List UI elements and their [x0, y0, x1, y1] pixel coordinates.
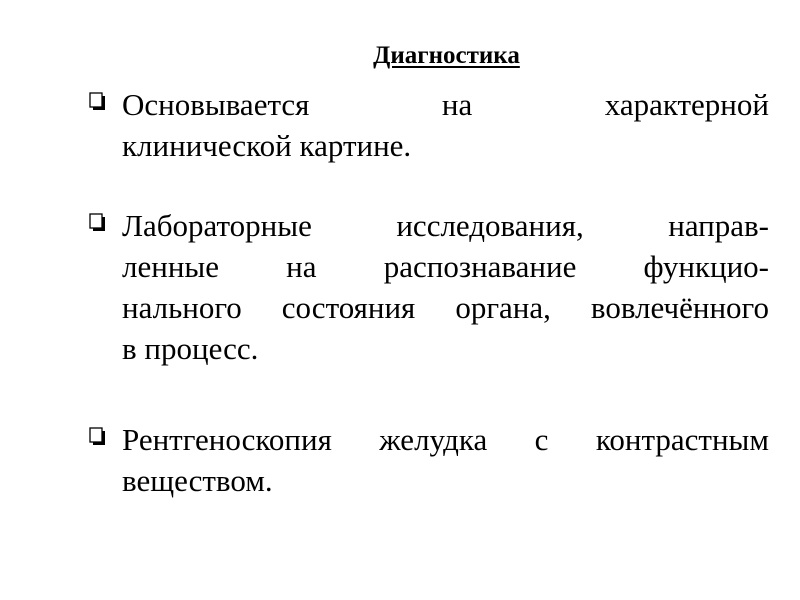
bullet-text-line: клинической картине. [122, 128, 412, 163]
bullet-item [89, 84, 769, 166]
bullet-text-line: нального состояния органа, вовлечённого [122, 290, 769, 325]
bullet-text-line: Основывается на характерной [122, 87, 769, 122]
checkbox-bullet-icon [89, 426, 106, 446]
checkbox-bullet-icon [89, 212, 106, 232]
bullet-item [89, 419, 769, 501]
bullet-text-line: ленные на распознавание функцио- [122, 249, 769, 284]
bullet-item [89, 205, 769, 369]
bullet-text-line: в процесс. [122, 331, 259, 366]
bullet-text-line: Лабораторные исследования, направ- [122, 208, 769, 243]
checkbox-bullet-icon [89, 91, 106, 111]
bullet-text-line: Рентгеноскопия желудка с контрастным [122, 422, 769, 457]
bullet-text-line: веществом. [122, 463, 273, 498]
slide-title: Диагностика [373, 42, 520, 69]
